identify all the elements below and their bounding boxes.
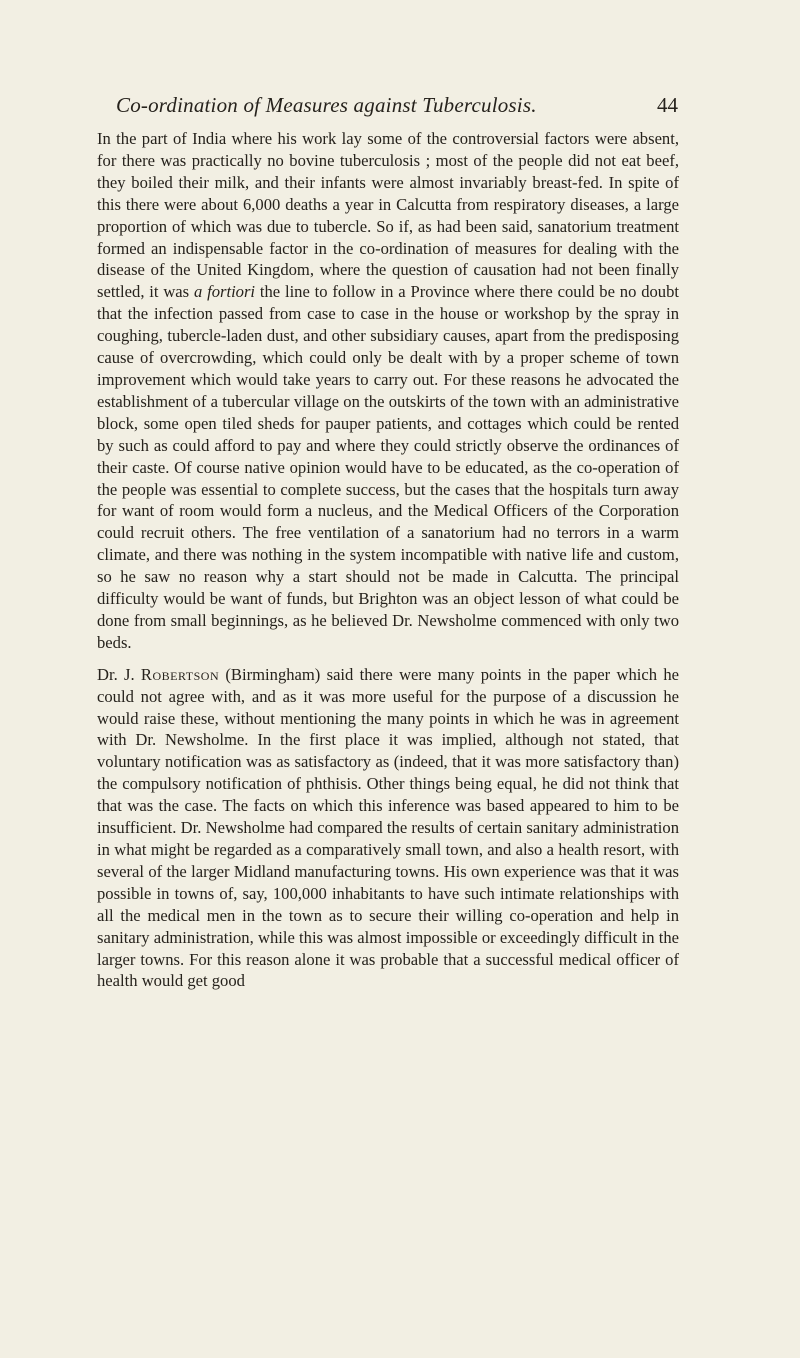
latin-phrase: a fortiori — [193, 282, 256, 302]
paragraph — [97, 128, 679, 654]
paragraph-text: (Birmingham) said there were many points in the paper which he could not agree with, and as it was more useful for the purpose of a discussion he would raise these, without mentioning the many points in which he was in agreement with Dr. Newsholme. In the first place it was implied, although not stated, that voluntary notification was as satisfactory as (indeed, that it was more satisfactory than) the compulsory notification of phthisis. Other things being equal, he did not think that that was the case. The facts on which this inference was based appeared to him to be insufficient. Dr. Newsholme had compared the results of certain sanitary administration in what might be regarded as a comparatively small town, and also a health resort, with several of the larger Midland manufacturing towns. His own experience was that it was possible in towns of, say, 100,000 inhabitants to have such intimate relationships with all the medical men in the town as to secure their willing co-operation and help in sanitary administration, while this was almost impossible or exceedingly difficult in the larger towns. For this reason alone it was probable that a successful medical officer of health would get good — [97, 664, 679, 991]
body-text — [97, 128, 679, 992]
paragraph — [97, 664, 679, 993]
running-head — [116, 90, 678, 120]
speaker-prefix: Dr. J. — [97, 664, 141, 684]
paragraph-text: the line to follow in a Province where there could be no doubt that the infection passed from case to case in the house or workshop by the spray in coughing, tubercle-laden dust, and other subsidiary causes, apart from the predisposing cause of overcrowding, which could only be dealt with by a proper scheme of town improvement which would take years to carry out. For these reasons he advocated the establishment of a tubercular village on the outskirts of the town with an administrative block, some open tiled sheds for pauper patients, and cottages which could be rented by such as could afford to pay and where they could strictly observe the ordinances of their caste. Of course native opinion would have to be educated, as the co-operation of the people was essential to complete success, but the cases that the hospitals turn away for want of room would form a nucleus, and the Medical Officers of the Corporation could recruit others. The free ventilation of a sanatorium had no terrors in a warm climate, and there was nothing in the system incompatible with native life and custom, so he saw no reason why a start should not be made in Calcutta. The principal difficulty would be want of funds, but Brighton was an object lesson of what could be done from small beginnings, as he believed Dr. Newsholme commenced with only two beds. — [97, 282, 679, 652]
page-number: 44 — [657, 93, 678, 117]
paragraph-text: In the part of India where his work lay some of the controversial factors were absent, for there was practically no bovine tuberculosis ; most of the people did not eat beef, they boiled their milk, and their infants were almost invariably breast-fed. In spite of this there were about 6,000 deaths a year in Calcutta from respiratory diseases, a large proportion of which was due to tubercle. So if, as had been said, sanatorium treatment formed an indispensable factor in the co-ordination of measures for dealing with the disease of the United Kingdom, where the question of causation had not been finally settled, it was — [97, 129, 679, 302]
speaker-name: Robertson — [140, 664, 220, 684]
running-head-title: Co-ordination of Measures against Tuberculosis. — [116, 93, 537, 117]
